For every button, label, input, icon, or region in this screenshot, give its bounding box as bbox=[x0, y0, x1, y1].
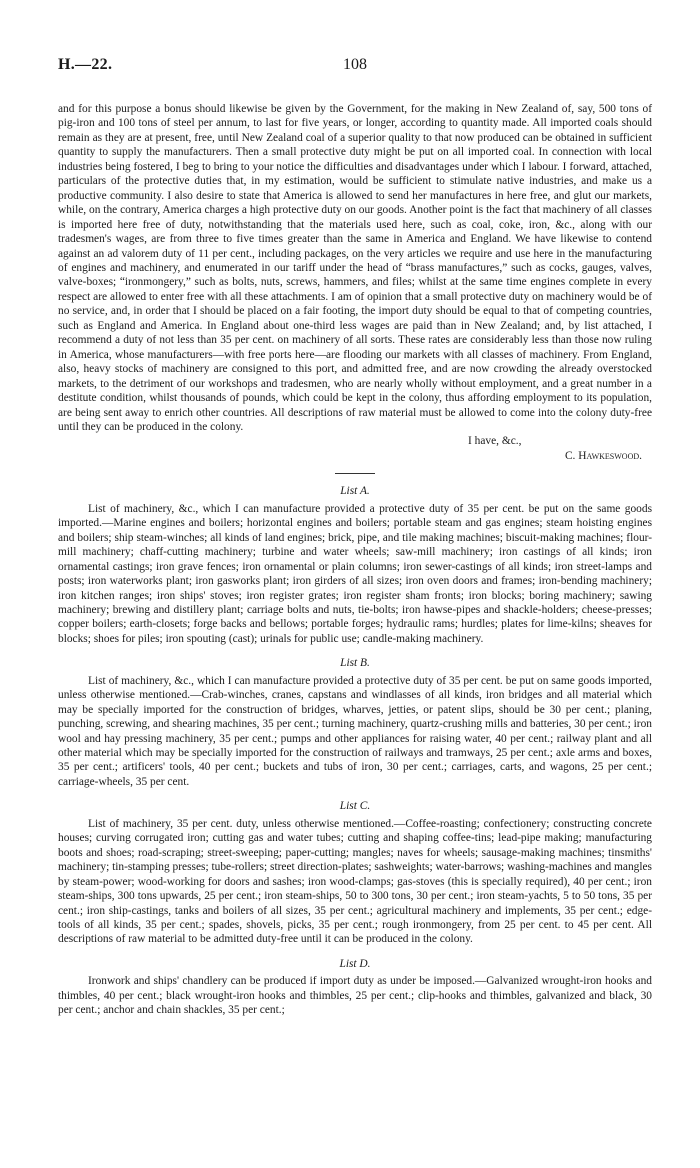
list-c-section bbox=[58, 799, 652, 947]
page-header bbox=[58, 56, 652, 82]
list-b-body: List of machinery, &c., which I can manufacture provided a protective duty of 35 per cent. be put on same goods imported, unless otherwise mentioned.—Crab-winches, cranes, capstans and windlasses of all kinds, iron bridges and all material which may be specially imported for the construction of bridges, wharves, jetties, or patent slips, should be 30 per cent.; planing, punching, screwing, and shearing machines, 35 per cent.; turning machinery, quartz-crushing mills and batteries, 30 per cent.; iron wool and hay pressing machinery, 35 per cent.; pumps and other appliances for raising water, 40 per cent.; railway plant and all other material which may be specially imported for the construction of railways and tramways, 25 per cent.; axle arms and boxes, 35 per cent.; artificers' tools, 40 per cent.; buckets and tubs of iron, 30 per cent.; carriages, carts, and wagons, 25 per cent.; carriage-wheels, 35 per cent. bbox=[58, 674, 652, 788]
letter-body: and for this purpose a bonus should likewise be given by the Government, for the making in New Zealand of, say, 500 tons of pig-iron and 100 tons of steel per annum, to last for five years, or longer, according to quantity made. All imported coals should remain as they are at present, free, until New Zealand coal of a superior quality to that now produced can be obtained in sufficient quantity to supply the manufacturers. Then a small protective duty might be put on all imported coal. In connection with local industries being fostered, I beg to bring to your notice the difficulties and disadvantages under which I labour. I forward, attached, particulars of the protective duties that, in my estimation, would be sufficient to stimulate native industries, and make us a productive community. I also desire to state that America is allowed to send her manufactures in here free, and glut our markets, while, on the contrary, America charges a high protective duty on our goods. Another point is the fact that machinery of all classes is imported here free of duty, notwithstanding that the materials used here, such as coal, coke, iron, &c., along with our tradesmen's wages, are from three to five times greater than the same in America and England. We have likewise to contend against an ad valorem duty of 11 per cent., including packages, on the very articles we require and use here in the manufacturing of engines and machinery, and enumerated in our tariff under the head of “brass manufactures,” such as cocks, gauges, valves, valve-boxes; “ironmongery,” such as bolts, nuts, screws, hammers, and files; whilst at the same time engines complete in every respect are allowed to enter free with all these attachments. I am of opinion that a small protective duty on machinery would be of no service, and, in order that I should be placed on a fair footing, the import duty should be equal to that of competing countries, such as England and America. In England about one-third less wages are paid than in New Zealand; and, by list attached, I recommend a duty of not less than 35 per cent. on machinery of all sorts. These rates are considerably less than those now ruling in America, whose manufacturers—with free ports here—are flooding our markets with all classes of machinery. From England, also, heavy stocks of machinery are consigned to this port, and admitted free, and are now crowding the already overstocked markets, to the detriment of our workshops and tradesmen, who are nearly wholly without employment, and a great number in a destitute condition, whilst thousands of pounds, which could be kept in the colony, thus affording employment to its population, are being sent away to enrich other countries. All descriptions of raw material must be allowed to come into the colony duty-free until they can be produced in the colony. bbox=[58, 103, 652, 433]
list-d-body: Ironwork and ships' chandlery can be produced if import duty as under be imposed.—Galvanized wrought-iron hooks and thimbles, 40 per cent.; black wrought-iron hooks and thimbles, 25 per cent.; clip-hooks and thimbles, galvanized and black, 30 per cent.; anchor and chain shackles, 35 per cent.; bbox=[58, 975, 652, 1017]
letter-signature: C. Hawkeswood. bbox=[564, 449, 642, 462]
list-a-section bbox=[58, 484, 652, 646]
letter-closing: I have, &c., bbox=[468, 435, 522, 448]
list-d-section bbox=[58, 957, 652, 1018]
list-d-title: List D. bbox=[339, 957, 371, 970]
section-divider bbox=[335, 473, 375, 474]
list-c-title: List C. bbox=[339, 800, 371, 813]
list-a-title: List A. bbox=[340, 485, 370, 498]
list-b-title: List B. bbox=[340, 657, 370, 670]
list-b-section bbox=[58, 656, 652, 789]
list-c-body: List of machinery, 35 per cent. duty, unless otherwise mentioned.—Coffee-roasting; confectionery; constructing concrete houses; curving corrugated iron; cutting gas and water tubes; cutting and shaping coffee-tins; lead-pipe making; manufacturing boots and shoes; road-scraping; street-sweeping; paper-cutting; mangles; naves for wheels; sausage-making machines; tinsmiths' machinery; tin-stamping presses; tube-rollers; street direction-plates; sashweights; water-barrows; washing-machines and mangles by steam-power; wood-working for doors and sashes; iron wood-clamps; gas-stoves (this is specially required), 40 per cent.; iron steam-ships, 300 tons upwards, 25 per cent.; iron steam-ships, 50 to 300 tons, 30 per cent.; iron steam-yachts, 5 to 50 tons, 35 per cent.; iron ship-castings, tanks and boilers of all sizes, 35 per cent.; agricultural machinery and implements, 35 per cent.; edge-tools of all kinds, 35 per cent.; spades, shovels, picks, 35 per cent.; rough ironmongery, from 25 per cent. to 45 per cent. All descriptions of raw material to be admitted duty-free until it can be produced in the colony. bbox=[58, 817, 652, 946]
page-number: 108 bbox=[343, 56, 367, 73]
list-a-body: List of machinery, &c., which I can manufacture provided a protective duty of 35 per cent. be put on the same goods imported.—Marine engines and boilers; horizontal engines and boilers; portable steam and gas engines; steam hoisting engines and boilers; ship steam-winches; all kinds of land engines; brick, pipe, and tile making machines; biscuit-making machines; flour-mill machinery; chaff-cutting machinery; turbine and water wheels; saw-mill machinery; iron castings of all kinds; iron ornamental castings; iron grave fences; iron ornamental or plain columns; iron sewer-castings of all kinds; iron street-lamps and posts; iron waterworks plant; iron gasworks plant; iron girders of all sizes; iron oven doors and frames; iron-bending machinery; iron kitchen ranges; iron ships' stoves; iron register grates; iron register sham fronts; iron blocks; boring machinery; sawing machinery; brewing and distillery plant; carriage bolts and nuts, tie-bolts; iron hawse-pipes and shackle-holders; cheese-presses; copper boilers; earth-closets; forge backs and bellows; portable forges; hydraulic rams; hurdles; plates for lime-kilns; sheaves for blocks; shoes for piles; iron spouting (cast); urinals for public use; candle-making machinery. bbox=[58, 502, 652, 645]
page-reference: H.—22. bbox=[58, 56, 113, 73]
